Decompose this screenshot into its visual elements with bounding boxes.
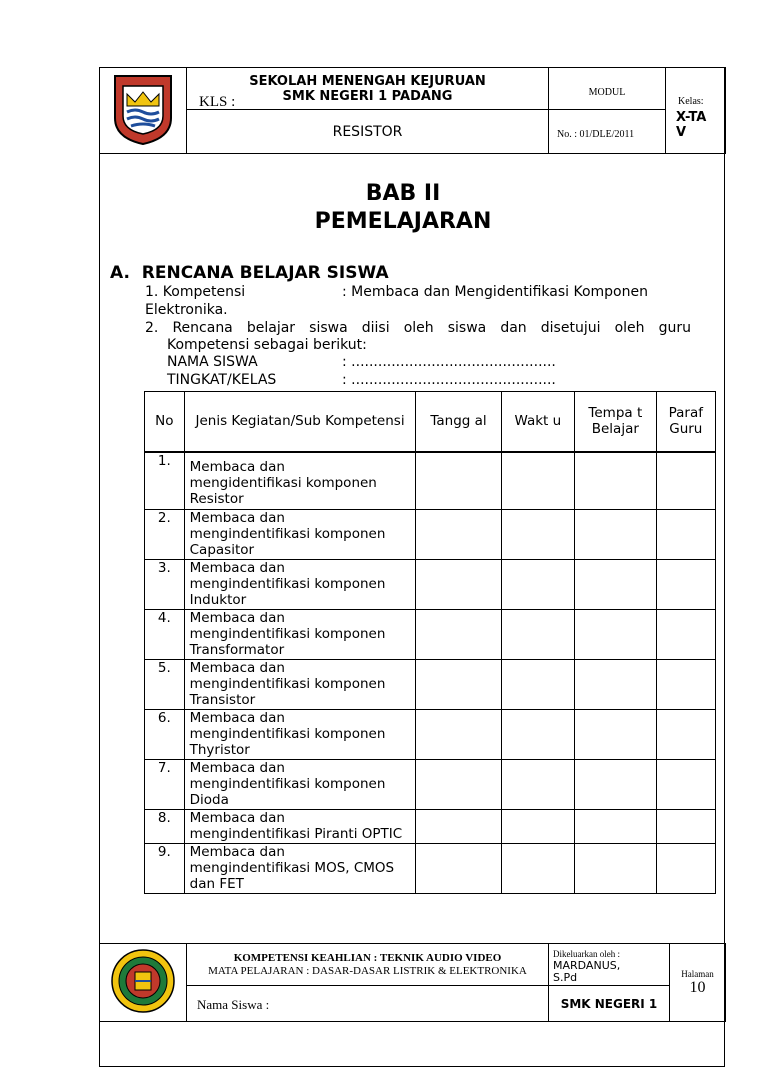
city-crest-logo xyxy=(109,72,177,146)
place-cell[interactable] xyxy=(575,560,657,610)
time-cell[interactable] xyxy=(501,560,574,610)
row-number: 3. xyxy=(145,560,185,610)
footer-issuer-cell xyxy=(549,944,670,986)
place-cell[interactable] xyxy=(575,760,657,810)
subject-cell xyxy=(187,110,549,154)
row-number: 9. xyxy=(145,844,185,894)
school-name-line2: SMK NEGERI 1 PADANG xyxy=(282,88,453,104)
row-number: 5. xyxy=(145,660,185,710)
student-name-value: : .............................................. xyxy=(342,354,556,370)
date-cell[interactable] xyxy=(416,710,501,760)
activity-line: Membaca dan xyxy=(189,560,285,576)
footer-school-cell xyxy=(549,986,670,1022)
header-logo-cell xyxy=(100,68,187,154)
modul-cell xyxy=(549,68,666,110)
activity-line: mengindentifikasi Piranti OPTIC xyxy=(189,826,403,842)
activity-cell xyxy=(184,452,416,510)
activity-line: Membaca dan xyxy=(189,710,285,726)
col-header-place: Tempa t Belajar xyxy=(575,392,657,452)
sign-cell[interactable] xyxy=(656,844,715,894)
place-cell[interactable] xyxy=(575,844,657,894)
activity-line: mengindentifikasi komponen xyxy=(189,726,386,742)
kelas-value: X-TAV xyxy=(676,110,707,140)
date-cell[interactable] xyxy=(416,810,501,844)
date-cell[interactable] xyxy=(416,610,501,660)
time-cell[interactable] xyxy=(501,760,574,810)
date-cell[interactable] xyxy=(416,760,501,810)
school-emblem-logo xyxy=(110,948,176,1014)
col-header-date: Tangg al xyxy=(416,392,501,452)
activity-line: mengindentifikasi MOS, CMOS xyxy=(189,860,395,876)
time-cell[interactable] xyxy=(501,844,574,894)
activity-line: mengindentifikasi komponen xyxy=(189,626,386,642)
study-plan-table xyxy=(144,391,716,894)
activity-line: Dioda xyxy=(189,792,229,808)
table-row xyxy=(145,844,716,894)
issued-by-label: Dikeluarkan oleh : xyxy=(553,949,620,959)
activity-line: Membaca dan xyxy=(189,760,285,776)
page-number: 10 xyxy=(689,978,706,996)
activity-line: Induktor xyxy=(189,592,247,608)
author-name: MARDANUS, S.Pd xyxy=(553,959,621,984)
chapter-title-line1: BAB II xyxy=(365,181,441,206)
competency-label: 1. Kompetensi xyxy=(145,284,246,300)
activity-line: Membaca dan xyxy=(189,660,285,676)
place-cell[interactable] xyxy=(575,710,657,760)
table-row xyxy=(145,660,716,710)
class-level-label: TINGKAT/KELAS xyxy=(167,372,277,388)
date-cell[interactable] xyxy=(416,560,501,610)
page-label: Halaman xyxy=(681,968,714,979)
date-cell[interactable] xyxy=(416,844,501,894)
time-cell[interactable] xyxy=(501,452,574,510)
page-number-cell xyxy=(670,944,726,1022)
activity-line: Transistor xyxy=(189,692,256,708)
activity-cell xyxy=(184,610,416,660)
document-header xyxy=(99,67,726,154)
activity-cell xyxy=(184,560,416,610)
row-number: 7. xyxy=(145,760,185,810)
footer-school-name: SMK NEGERI 1 xyxy=(560,996,658,1011)
competency-continued: Elektronika. xyxy=(145,302,228,318)
kelas-label: Kelas: xyxy=(678,96,704,107)
sign-cell[interactable] xyxy=(656,510,715,560)
section-heading: A. RENCANA BELAJAR SISWA xyxy=(110,263,389,283)
sign-cell[interactable] xyxy=(656,660,715,710)
activity-line: Transformator xyxy=(189,642,285,658)
row-number: 8. xyxy=(145,810,185,844)
activity-cell xyxy=(184,760,416,810)
time-cell[interactable] xyxy=(501,710,574,760)
activity-cell xyxy=(184,510,416,560)
module-number: No. : 01/DLE/2011 xyxy=(557,129,635,140)
footer-student-name-cell xyxy=(187,986,549,1022)
table-row xyxy=(145,610,716,660)
activity-line: mengindentifikasi komponen xyxy=(189,776,386,792)
chapter-title-line2: PEMELAJARAN xyxy=(314,209,492,234)
time-cell[interactable] xyxy=(501,810,574,844)
activity-cell xyxy=(184,710,416,760)
row-number: 6. xyxy=(145,710,185,760)
sign-cell[interactable] xyxy=(656,810,715,844)
activity-line: Membaca dan xyxy=(189,510,285,526)
activity-line: mengindentifikasi komponen xyxy=(189,576,386,592)
col-header-time: Wakt u xyxy=(501,392,574,452)
kls-label: KLS : xyxy=(199,94,236,110)
school-name-line1: SEKOLAH MENENGAH KEJURUAN xyxy=(249,73,486,89)
table-row xyxy=(145,510,716,560)
plan-instruction: 2. Rencana belajar siswa diisi oleh siswa dan disetujui oleh guru xyxy=(145,320,691,336)
plan-instruction-continued: Kompetensi sebagai berikut: xyxy=(167,337,367,353)
table-row xyxy=(145,760,716,810)
school-name-cell xyxy=(187,68,549,110)
activity-cell xyxy=(184,810,416,844)
table-row xyxy=(145,810,716,844)
row-number: 4. xyxy=(145,610,185,660)
sign-cell[interactable] xyxy=(656,710,715,760)
chapter-title xyxy=(99,180,707,236)
sign-cell[interactable] xyxy=(656,452,715,510)
place-cell[interactable] xyxy=(575,510,657,560)
kelas-cell xyxy=(666,68,726,154)
footer-subject: MATA PELAJARAN : DASAR-DASAR LISTRIK & ELEKTRONIKA xyxy=(208,964,527,977)
sign-cell[interactable] xyxy=(656,760,715,810)
footer-program-cell xyxy=(187,944,549,986)
document-footer xyxy=(99,943,726,1022)
activity-line: mengidentifikasi komponen xyxy=(189,474,377,491)
place-cell[interactable] xyxy=(575,610,657,660)
date-cell[interactable] xyxy=(416,660,501,710)
row-number: 1. xyxy=(145,452,185,510)
time-cell[interactable] xyxy=(501,660,574,710)
date-cell[interactable] xyxy=(416,510,501,560)
activity-cell xyxy=(184,844,416,894)
time-cell[interactable] xyxy=(501,510,574,560)
time-cell[interactable] xyxy=(501,610,574,660)
row-number: 2. xyxy=(145,510,185,560)
module-number-cell xyxy=(549,110,666,154)
place-cell[interactable] xyxy=(575,452,657,510)
table-header-row xyxy=(145,392,716,452)
place-cell[interactable] xyxy=(575,660,657,710)
competency-value: : Membaca dan Mengidentifikasi Komponen xyxy=(342,284,648,300)
footer-competency: KOMPETENSI KEAHLIAN : TEKNIK AUDIO VIDEO xyxy=(233,951,502,964)
class-level-value: : .............................................. xyxy=(342,372,556,388)
activity-line: Membaca dan xyxy=(189,844,285,860)
date-cell[interactable] xyxy=(416,452,501,510)
activity-line: Thyristor xyxy=(189,742,250,758)
subject-title: RESISTOR xyxy=(332,123,403,140)
table-row xyxy=(145,452,716,510)
footer-logo-cell xyxy=(100,944,187,1022)
place-cell[interactable] xyxy=(575,810,657,844)
activity-cell xyxy=(184,660,416,710)
activity-line: Resistor xyxy=(189,490,244,507)
activity-line: Membaca dan xyxy=(189,458,285,475)
table-row xyxy=(145,710,716,760)
activity-line: Membaca dan xyxy=(189,610,285,626)
sign-cell[interactable] xyxy=(656,560,715,610)
activity-line: Membaca dan xyxy=(189,810,285,826)
activity-line: mengindentifikasi komponen xyxy=(189,526,386,542)
student-name-label: NAMA SISWA xyxy=(167,354,258,370)
col-header-teacher-sign: Paraf Guru xyxy=(656,392,715,452)
table-row xyxy=(145,560,716,610)
activity-line: mengindentifikasi komponen xyxy=(189,676,386,692)
activity-line: Capasitor xyxy=(189,542,255,558)
activity-line: dan FET xyxy=(189,876,244,892)
col-header-activity: Jenis Kegiatan/Sub Kompetensi xyxy=(184,392,416,452)
modul-label: MODUL xyxy=(588,87,626,98)
sign-cell[interactable] xyxy=(656,610,715,660)
footer-student-name-label: Nama Siswa : xyxy=(197,997,270,1012)
col-header-no: No xyxy=(145,392,185,452)
